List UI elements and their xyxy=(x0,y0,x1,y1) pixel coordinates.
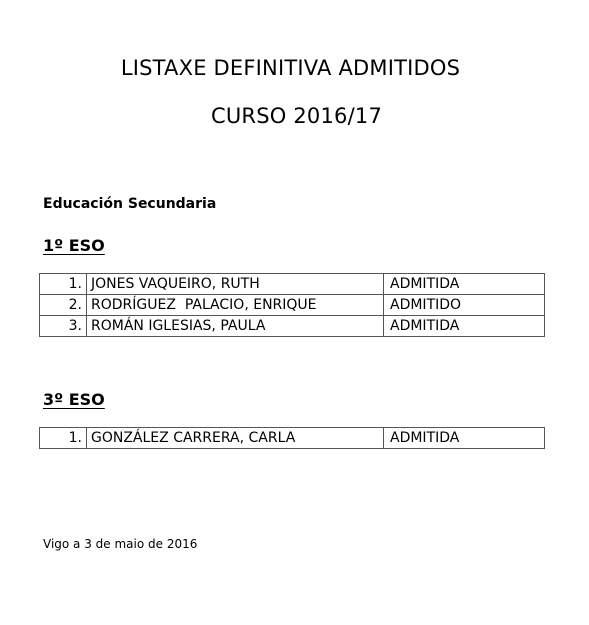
place-date-footer: Vigo a 3 de maio de 2016 xyxy=(43,537,198,551)
admission-status: ADMITIDA xyxy=(384,428,545,449)
group-heading-3eso: 3º ESO xyxy=(43,390,105,409)
student-name: RODRÍGUEZ PALACIO, ENRIQUE xyxy=(87,295,384,316)
admitted-table-1eso xyxy=(39,273,545,337)
document-subtitle: CURSO 2016/17 xyxy=(211,104,382,128)
admission-status: ADMITIDA xyxy=(384,316,545,337)
row-number: 3. xyxy=(40,316,87,337)
row-number: 2. xyxy=(40,295,87,316)
row-number: 1. xyxy=(40,428,87,449)
table-row xyxy=(40,316,545,337)
document-title: LISTAXE DEFINITIVA ADMITIDOS xyxy=(120,56,461,80)
student-name: JONES VAQUEIRO, RUTH xyxy=(87,274,384,295)
admission-status: ADMITIDA xyxy=(384,274,545,295)
table-row xyxy=(40,274,545,295)
admission-status: ADMITIDO xyxy=(384,295,545,316)
table-row xyxy=(40,428,545,449)
row-number: 1. xyxy=(40,274,87,295)
group-heading-1eso: 1º ESO xyxy=(43,236,105,255)
admitted-table-3eso xyxy=(39,427,545,449)
table-row xyxy=(40,295,545,316)
section-label: Educación Secundaria xyxy=(43,196,217,212)
student-name: ROMÁN IGLESIAS, PAULA xyxy=(87,316,384,337)
student-name: GONZÁLEZ CARRERA, CARLA xyxy=(87,428,384,449)
